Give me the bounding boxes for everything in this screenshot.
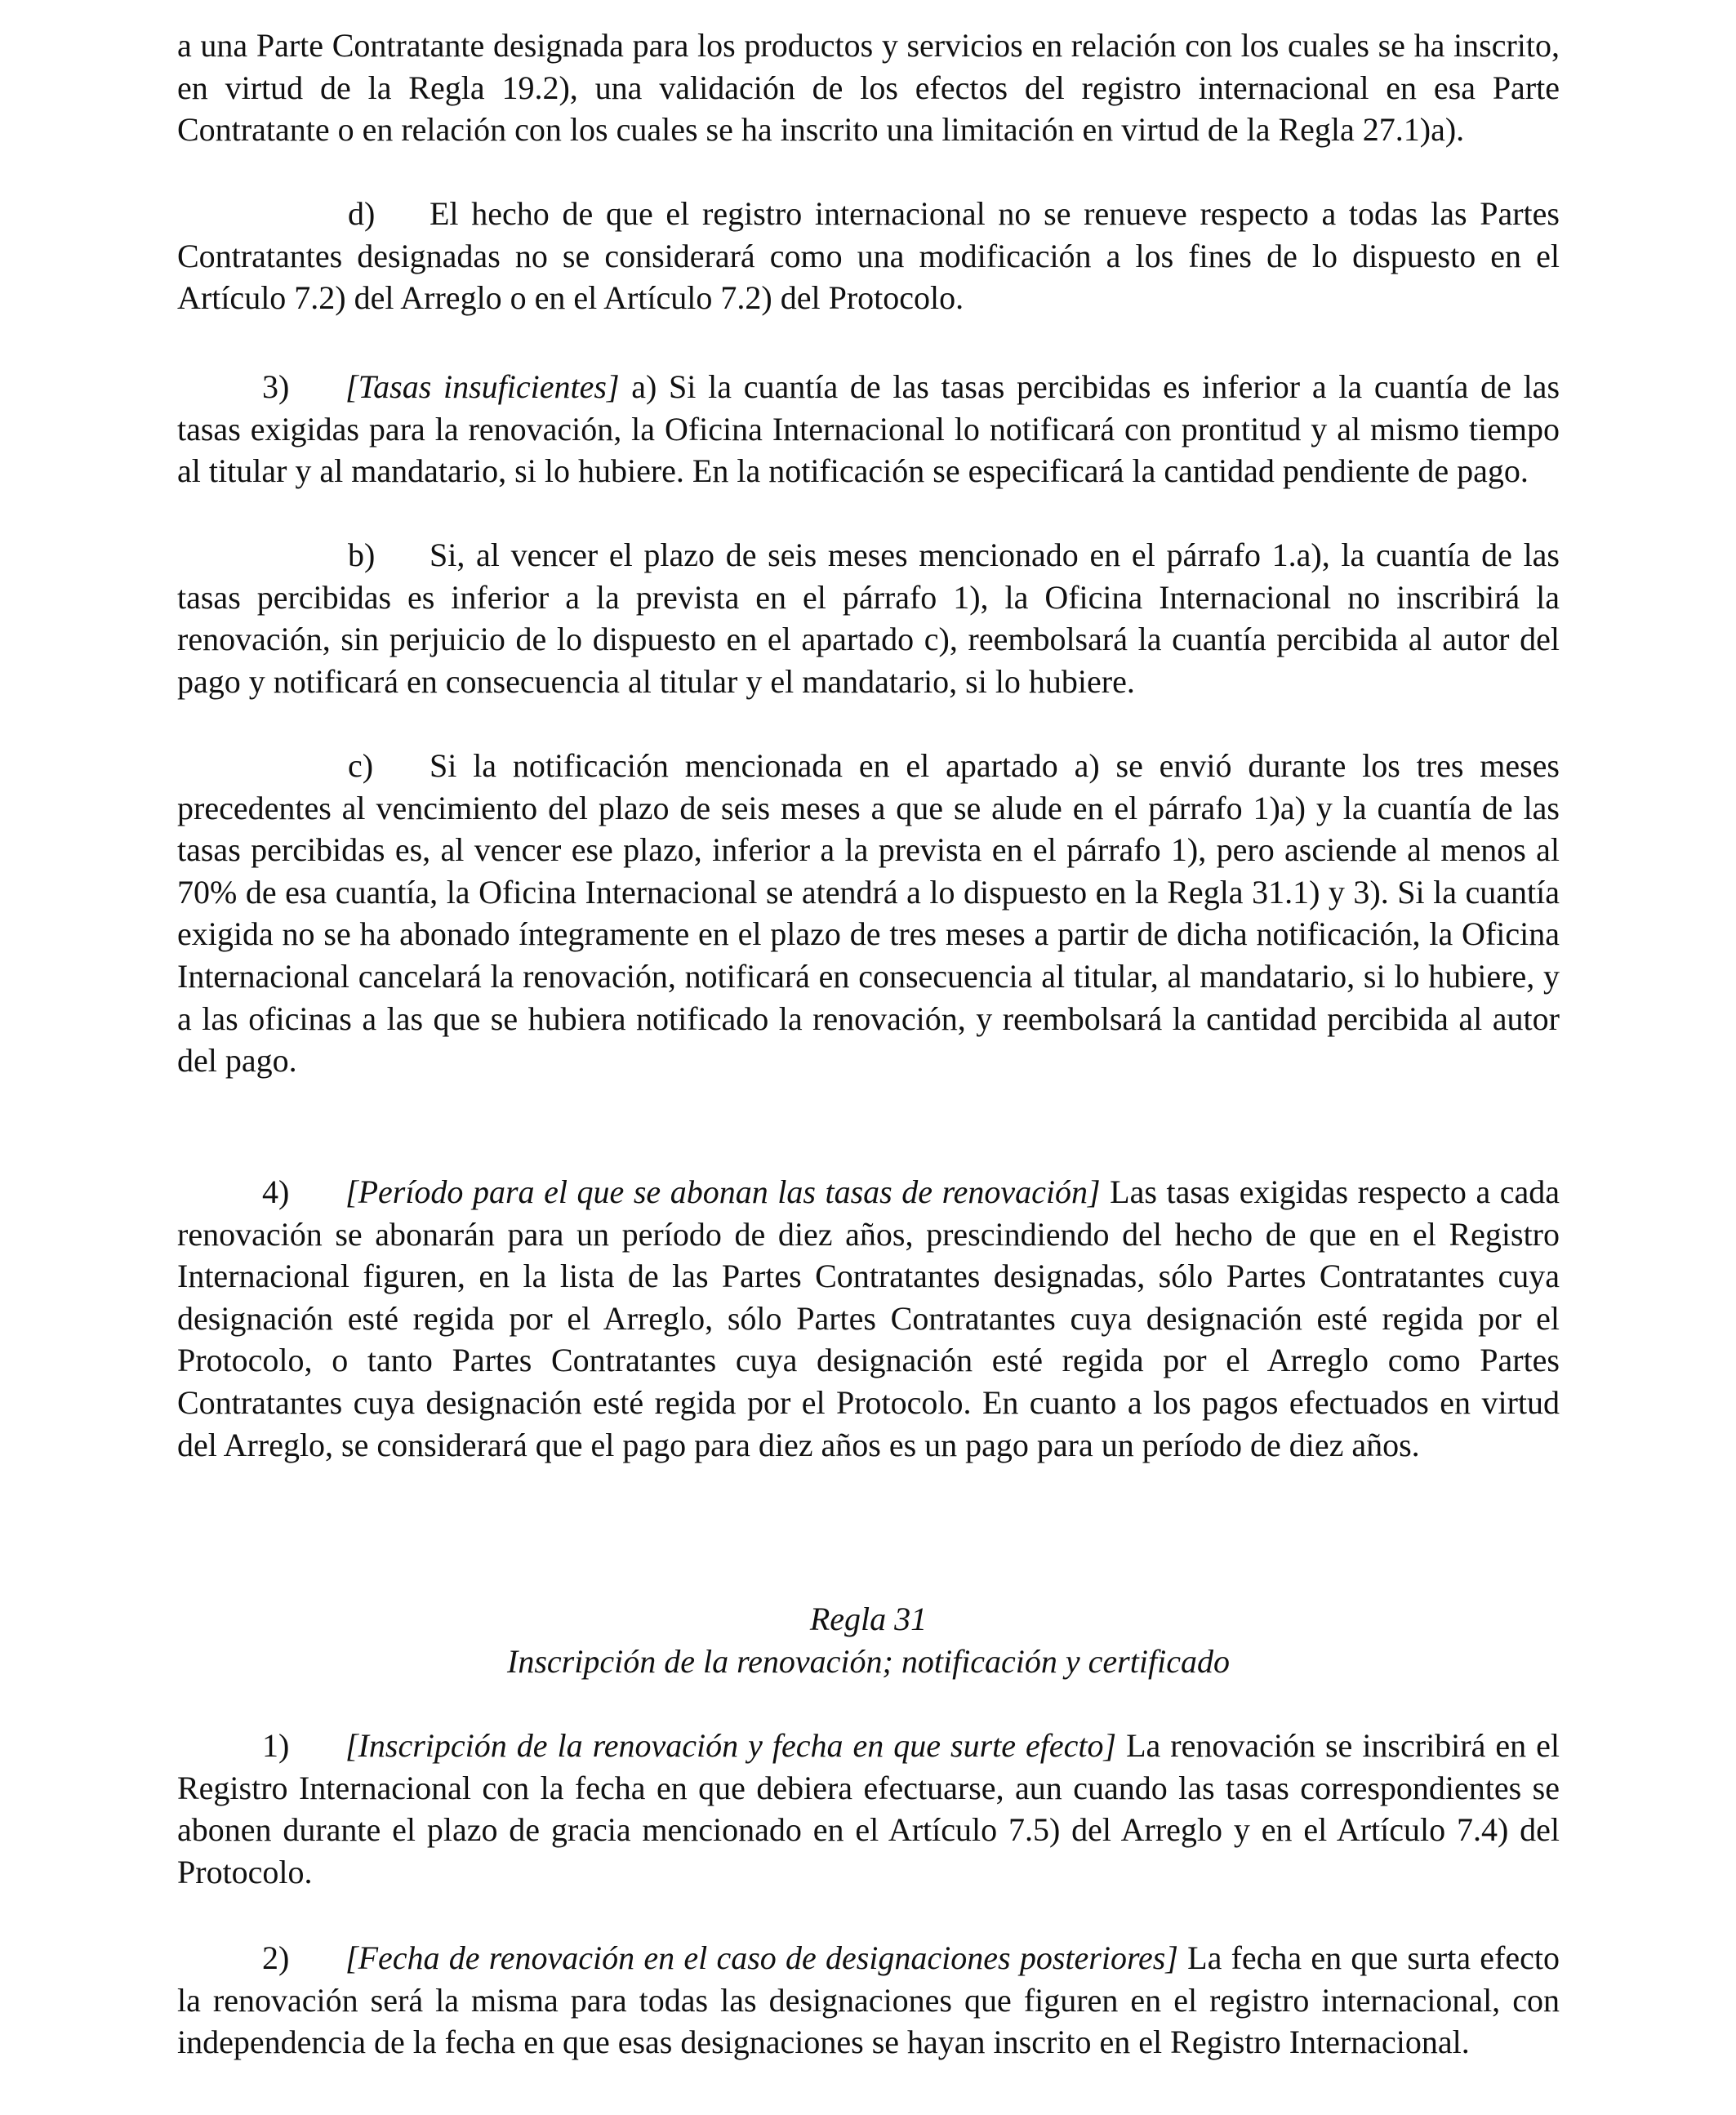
paragraph-text: a una Parte Contratante designada para los productos y servicios en relación con los cuales se ha inscrito, en virtud de la Regla 19.2), una validación de los efectos del registro internacional en esa Parte Contratante o en relación con los cuales se ha inscrito una limitación en virtud de la Regla 27.1)a). bbox=[177, 27, 1560, 149]
paragraph-text: Las tasas exigidas respecto a cada renovación se abonarán para un período de diez años, prescindiendo del hecho de que en el Registro Internacional figuren, en la lista de las Partes Contratantes designadas, sólo Partes Contratantes cuya designación esté regida por el Arreglo, sólo Partes Contratantes cuya designación esté regida por el Protocolo, o tanto Partes Contratantes cuya designación esté regida por el Arreglo como Partes Contratantes cuya designación esté regida por el Protocolo. En cuanto a los pagos efectuados en virtud del Arreglo, se considerará que el pago para diez años es un pago para un período de diez años. bbox=[177, 1173, 1560, 1463]
paragraph-text: La renovación se inscribirá en el Registro Internacional con la fecha en que debiera efectuarse, aun cuando las tasas correspondientes se abonen durante el plazo de gracia mencionado en el Artículo 7.5) del Arreglo y en el Artículo 7.4) del Protocolo. bbox=[177, 1727, 1560, 1890]
paragraph-3a bbox=[177, 366, 1560, 492]
paragraph-2d bbox=[177, 193, 1560, 319]
paragraph-heading: [Inscripción de la renovación y fecha en que surte efecto] bbox=[345, 1727, 1117, 1764]
rule-number: Regla 31 bbox=[809, 1601, 928, 1637]
subparagraph-label: d) bbox=[348, 195, 376, 232]
paragraph-heading: [Tasas insuficientes] bbox=[345, 368, 620, 405]
paragraph-3b bbox=[177, 534, 1560, 702]
paragraph-number: 4) bbox=[262, 1173, 290, 1210]
paragraph-3c bbox=[177, 745, 1560, 1082]
paragraph-text: Si, al vencer el plazo de seis meses mencionado en el párrafo 1.a), la cuantía de las tasas percibidas es inferior a la prevista en el párrafo 1), la Oficina Internacional no inscribirá la renovación, sin perjuicio de lo dispuesto en el apartado c), reembolsará la cuantía percibida al autor del pago y notificará en consecuencia al titular y el mandatario, si lo hubiere. bbox=[177, 537, 1560, 700]
paragraph-continuation bbox=[177, 24, 1560, 151]
paragraph-text: El hecho de que el registro internacional no se renueve respecto a todas las Partes Contratantes designadas no se considerará como una modificación a los fines de lo dispuesto en el Artículo 7.2) del Arreglo o en el Artículo 7.2) del Protocolo. bbox=[177, 195, 1560, 317]
paragraph-text: Si la notificación mencionada en el apartado a) se envió durante los tres meses precedentes al vencimiento del plazo de seis meses a que se alude en el párrafo 1)a) y la cuantía de las tasas percibidas es, al vencer ese plazo, inferior a la prevista en el párrafo 1), pero asciende al menos al 70% de esa cuantía, la Oficina Internacional se atendrá a lo dispuesto en la Regla 31.1) y 3). Si la cuantía exigida no se ha abonado íntegramente en el plazo de tres meses a partir de dicha notificación, la Oficina Internacional cancelará la renovación, notificará en consecuencia al titular, al mandatario, si lo hubiere, y a las oficinas a las que se hubiera notificado la renovación, y reembolsará la cantidad percibida al autor del pago. bbox=[177, 747, 1560, 1080]
subparagraph-label: c) bbox=[348, 747, 374, 784]
subparagraph-label: b) bbox=[348, 537, 376, 573]
paragraph-heading: [Fecha de renovación en el caso de designaciones posteriores] bbox=[345, 1939, 1178, 1976]
paragraph-text: a) Si la cuantía de las tasas percibidas es inferior a la cuantía de las tasas exigidas para la renovación, la Oficina Internacional lo notificará con prontitud y al mismo tiempo al titular y al mandatario, si lo hubiere. En la notificación se especificará la cantidad pendiente de pago. bbox=[177, 368, 1560, 490]
paragraph-heading: [Período para el que se abonan las tasas de renovación] bbox=[345, 1173, 1101, 1210]
paragraph-number: 1) bbox=[262, 1727, 290, 1764]
paragraph-number: 3) bbox=[262, 368, 290, 405]
rule-paragraph-2 bbox=[177, 1937, 1560, 2064]
paragraph-number: 2) bbox=[262, 1939, 290, 1976]
paragraph-text: La fecha en que surta efecto la renovación será la misma para todas las designaciones que figuren en el registro internacional, con independencia de la fecha en que esas designaciones se hayan inscrito en el Registro Internacional. bbox=[177, 1939, 1560, 2061]
rule-paragraph-1 bbox=[177, 1725, 1560, 1893]
paragraph-4 bbox=[177, 1171, 1560, 1466]
rule-title: Inscripción de la renovación; notificación y certificado bbox=[507, 1643, 1230, 1680]
